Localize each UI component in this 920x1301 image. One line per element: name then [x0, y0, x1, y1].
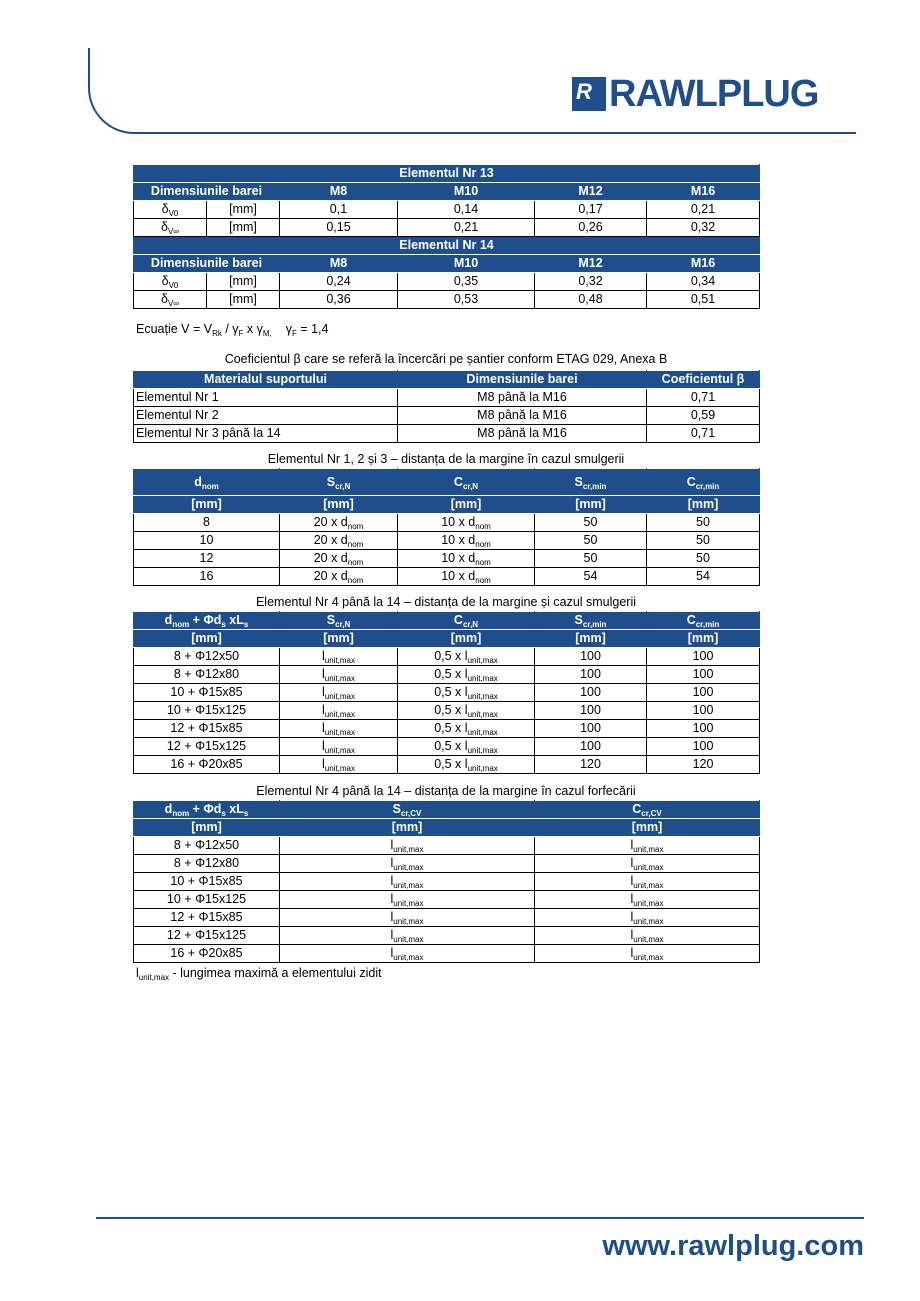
table-row: $\delta_{V0}$ [mm] 0,1 0,14 0,17 0,21: [134, 201, 760, 219]
table-row: 12 + Φ15x85 $l_{unit,max}$ 0,5 x $l_{unit,max}$ 100 100: [134, 720, 760, 738]
table-row: 8 + Φ12x80 $l_{unit,max}$ 0,5 x $l_{unit,max}$ 100 100: [134, 666, 760, 684]
table-row: 16 + Φ20x85 $l_{unit,max}$ 0,5 x $l_{unit,max}$ 120 120: [134, 756, 760, 774]
displacement-table: Elementul Nr 13 Dimensiunile barei M8 M10 M12 M16 $\delta_{V0}$ [mm] 0,1 0,14 0,17 0,21 $\delta_{V\infty}$ [mm] 0,15 0,21 0,26 0,32 Elementul Nr 14 Dimensiunile barei M8 M10 M12 M16 $\delta_{V0}$ [mm] 0,24 0,35 0,32 0,34 $\delta_{V\infty}$ [mm] 0,36 0,53 0,48 0,51: [133, 164, 760, 309]
table-row: 12 20 x $d_{nom}$ 10 x $d_{nom}$ 50 50: [134, 550, 760, 568]
table-row: 10 + Φ15x125 $l_{unit,max}$ 0,5 x $l_{unit,max}$ 100 100: [134, 702, 760, 720]
table-row: $\delta_{V\infty}$ [mm] 0,15 0,21 0,26 0,32: [134, 219, 760, 237]
table-row: 16 + Φ20x85 $l_{unit,max}$ $l_{unit,max}$: [134, 945, 760, 963]
element-13-title: Elementul Nr 13: [134, 165, 760, 183]
logo-mark-icon: R: [572, 77, 606, 111]
table-row: 12 + Φ15x125 $l_{unit,max}$ $l_{unit,max}$: [134, 927, 760, 945]
edge-pullout-table-2: $d_{nom} + \Phi d_s$ $xL_s$ $S_{cr,N}$ $C_{cr,N}$ $S_{cr,min}$ $C_{cr,min}$ [mm] [mm] [mm] [mm] [mm] 8 + Φ12x50 $l_{unit,max}$ 0,5 x $l_{unit,max}$ 100 100 8 + Φ12x80 $l_{unit,max}$ 0,5 x $l_{unit,max}$ 100 100 10 + Φ15x85 $l_{unit,max}$ 0,5 x $l_{unit,max}$ 100 100 10 + Φ15x125 $l_{unit,max}$ 0,5 x $l_{unit,max}$ 100 100 12 + Φ15x85 $l_{unit,max}$ 0,5 x $l_{unit,max}$ 100 100 12 + Φ15x125 $l_{unit,max}$ 0,5 x $l_{unit,max}$ 100 100 16 + Φ20x85 $l_{unit,max}$ 0,5 x $l_{unit,max}$ 120 120: [133, 611, 760, 774]
table-row: 10 + Φ15x125 $l_{unit,max}$ $l_{unit,max}$: [134, 891, 760, 909]
table-row: Elementul Nr 3 până la 14 M8 până la M16 0,71: [134, 425, 760, 443]
footer-line: [96, 1217, 864, 1219]
beta-caption: Coeficientul β care se referă la încercări pe șantier conform ETAG 029, Anexa B: [224, 352, 668, 366]
table-row: 10 + Φ15x85 $l_{unit,max}$ $l_{unit,max}$: [134, 873, 760, 891]
table-row: 8 + Φ12x80 $l_{unit,max}$ $l_{unit,max}$: [134, 855, 760, 873]
logo-text: RAWLPLUG: [609, 73, 819, 115]
table-row: 8 + Φ12x50 $l_{unit,max}$ $l_{unit,max}$: [134, 837, 760, 855]
edge-shear-caption: Elementul Nr 4 până la 14 – distanța de la margine în cazul forfecării: [256, 784, 636, 798]
table-row: 8 + Φ12x50 $l_{unit,max}$ 0,5 x $l_{unit,max}$ 100 100: [134, 648, 760, 666]
rawlplug-logo: [572, 74, 818, 114]
table-row: Elementul Nr 1 M8 până la M16 0,71: [134, 389, 760, 407]
table-row: 12 + Φ15x85 $l_{unit,max}$ $l_{unit,max}$: [134, 909, 760, 927]
edge-pullout-caption-2: Elementul Nr 4 până la 14 – distanța de la margine și cazul smulgerii: [255, 595, 637, 609]
table-row: 10 + Φ15x85 $l_{unit,max}$ 0,5 x $l_{unit,max}$ 100 100: [134, 684, 760, 702]
equation-note: Ecuație $V = V_{Rk} / \gamma_F$ x $\gamma_{M,}$ $\gamma_F = 1,4$: [136, 322, 329, 338]
table-row: $\delta_{V\infty}$ [mm] 0,36 0,53 0,48 0,51: [134, 291, 760, 309]
edge-pullout-table-1: $d_{nom}$ $S_{cr,N}$ $C_{cr,N}$ $S_{cr,min}$ $C_{cr,min}$ [mm] [mm] [mm] [mm] [mm] 8 20 x $d_{nom}$ 10 x $d_{nom}$ 50 50 10 20 x $d_{nom}$ 10 x $d_{nom}$ 50 50 12 20 x $d_{nom}$ 10 x $d_{nom}$ 50 50 16 20 x $d_{nom}$ 10 x $d_{nom}$ 54 54: [133, 468, 760, 586]
edge-pullout-caption-1: Elementul Nr 1, 2 și 3 – distanța de la margine în cazul smulgerii: [267, 452, 625, 466]
table-row: Elementul Nr 2 M8 până la M16 0,59: [134, 407, 760, 425]
table-row: 12 + Φ15x125 $l_{unit,max}$ 0,5 x $l_{unit,max}$ 100 100: [134, 738, 760, 756]
length-note: $l_{unit,max}$ - lungimea maximă a elementului zidit: [136, 966, 382, 982]
element-14-title: Elementul Nr 14: [134, 237, 760, 255]
table-row: $\delta_{V0}$ [mm] 0,24 0,35 0,32 0,34: [134, 273, 760, 291]
table-row: 10 20 x $d_{nom}$ 10 x $d_{nom}$ 50 50: [134, 532, 760, 550]
table-row: 8 20 x $d_{nom}$ 10 x $d_{nom}$ 50 50: [134, 514, 760, 532]
edge-shear-table: $d_{nom} + \Phi d_s$ $xL_s$ $S_{cr,CV}$ $C_{cr,CV}$ [mm] [mm] [mm] 8 + Φ12x50 $l_{unit,max}$ $l_{unit,max}$ 8 + Φ12x80 $l_{unit,max}$ $l_{unit,max}$ 10 + Φ15x85 $l_{unit,max}$ $l_{unit,max}$ 10 + Φ15x125 $l_{unit,max}$ $l_{unit,max}$ 12 + Φ15x85 $l_{unit,max}$ $l_{unit,max}$ 12 + Φ15x125 $l_{unit,max}$ $l_{unit,max}$ 16 + Φ20x85 $l_{unit,max}$ $l_{unit,max}$: [133, 800, 760, 963]
table-row: 16 20 x $d_{nom}$ 10 x $d_{nom}$ 54 54: [134, 568, 760, 586]
beta-table: Materialul suportului Dimensiunile barei Coeficientul β Elementul Nr 1 M8 până la M16 0,71 Elementul Nr 2 M8 până la M16 0,59 Elementul Nr 3 până la 14 M8 până la M16 0,71: [133, 370, 760, 443]
website-link[interactable]: www.rawlplug.com: [602, 1230, 864, 1262]
dim-label: Dimensiunile barei: [134, 183, 280, 201]
